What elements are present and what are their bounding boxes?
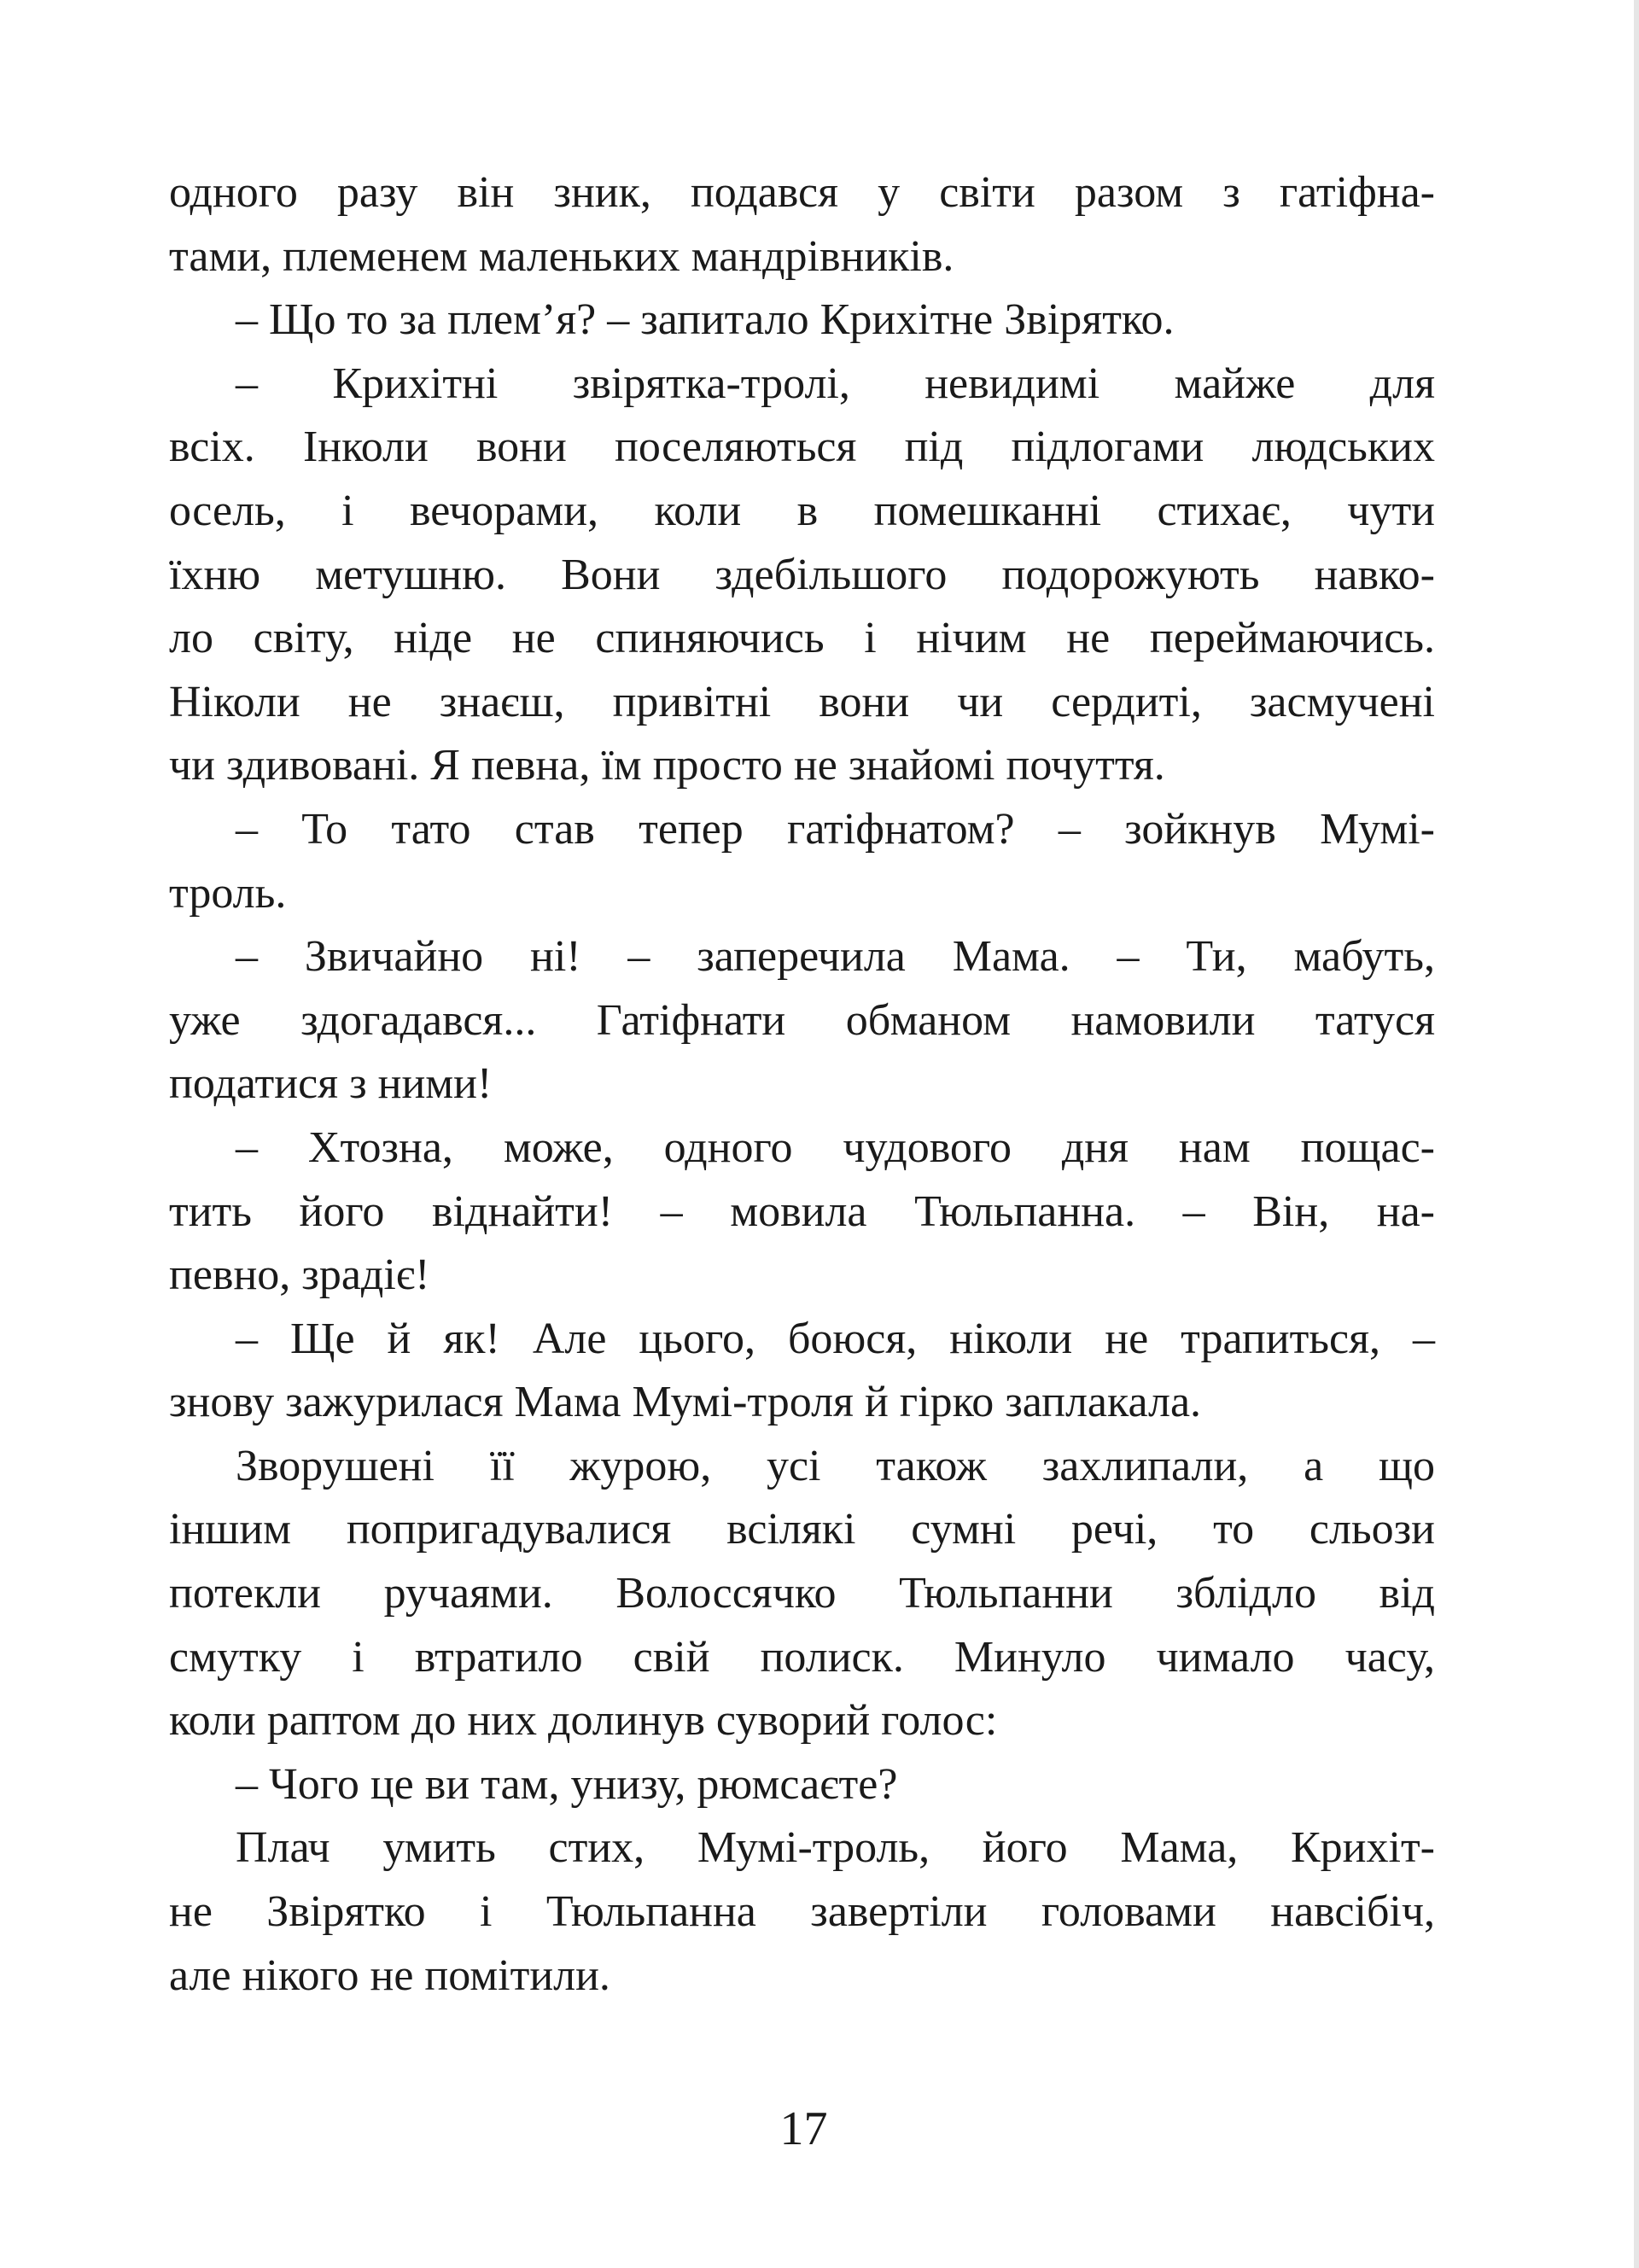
- text-line: певно, зрадіє!: [169, 1251, 430, 1300]
- page-number: 17: [779, 2102, 828, 2155]
- text-line: всіх. Інколи вони поселяються під підлогами людських: [169, 423, 1435, 472]
- text-line: уже здогадався... Гатіфнати обманом намовили татуся: [169, 995, 1435, 1045]
- body-text: [169, 161, 1435, 2008]
- paragraph: [169, 161, 1435, 289]
- text-line: тить його віднайти! – мовила Тюльпанна. – Він, на-: [169, 1186, 1435, 1236]
- text-line: – Звичайно ні! – заперечила Мама. – Ти, мабуть,: [236, 932, 1435, 982]
- text-line: не Звірятко і Тюльпанна завертіли головами навсібіч,: [169, 1887, 1435, 1937]
- text-line: їхню метушню. Вони здебільшого подорожують навко-: [169, 550, 1435, 599]
- text-line: чи здивовані. Я певна, їм просто не знайомі почуття.: [169, 741, 1165, 790]
- text-line: знову зажурилася Мама Мумі-троля й гірко заплакала.: [169, 1378, 1202, 1427]
- page-edge: [1634, 0, 1639, 2268]
- paragraph: [169, 1308, 1435, 1435]
- text-line: – То тато став тепер гатіфнатом? – зойкнув Мумі-: [236, 804, 1435, 854]
- text-line: троль.: [169, 868, 287, 918]
- text-line: – Хтозна, може, одного чудового дня нам пощас-: [236, 1122, 1435, 1172]
- text-line: Плач умить стих, Мумі-троль, його Мама, Крихіт-: [236, 1823, 1435, 1873]
- paragraph: [169, 1435, 1435, 1753]
- text-line: податися з ними!: [169, 1059, 493, 1109]
- text-line: – Що то за плем’я? – запитало Крихітне Звірятко.: [236, 295, 1175, 345]
- text-line: тами, племенем маленьких мандрівників.: [169, 231, 954, 281]
- paragraph: [169, 1753, 1435, 1817]
- text-line: одного разу він зник, подався у світи разом з гатіфна-: [169, 168, 1435, 217]
- text-line: Зворушені її журою, усі також захлипали, а що: [236, 1441, 1435, 1490]
- text-line: осель, і вечорами, коли в помешканні стихає, чути: [169, 486, 1435, 535]
- paragraph: [169, 798, 1435, 925]
- text-line: Ніколи не знаєш, привітні вони чи сердиті, засмучені: [169, 677, 1435, 726]
- paragraph: [169, 925, 1435, 1117]
- paragraph: [169, 1816, 1435, 2008]
- text-line: коли раптом до них долинув суворий голос:: [169, 1696, 998, 1746]
- text-line: – Крихітні звірятка-тролі, невидимі майже для: [236, 359, 1435, 408]
- paragraph: [169, 353, 1435, 798]
- text-line: ло світу, ніде не спиняючись і нічим не переймаючись.: [169, 614, 1435, 663]
- paragraph: [169, 1117, 1435, 1308]
- paragraph: [169, 289, 1435, 353]
- text-line: – Ще й як! Але цього, боюся, ніколи не трапиться, –: [236, 1314, 1435, 1363]
- text-line: потекли ручаями. Волоссячко Тюльпанни зблідло від: [169, 1569, 1435, 1618]
- text-line: але нікого не помітили.: [169, 1950, 610, 2000]
- text-line: – Чого це ви там, унизу, рюмсаєте?: [236, 1759, 898, 1809]
- text-line: смутку і втратило свій полиск. Минуло чимало часу,: [169, 1632, 1435, 1682]
- text-line: іншим попригадувалися всілякі сумні речі, то сльози: [169, 1505, 1435, 1554]
